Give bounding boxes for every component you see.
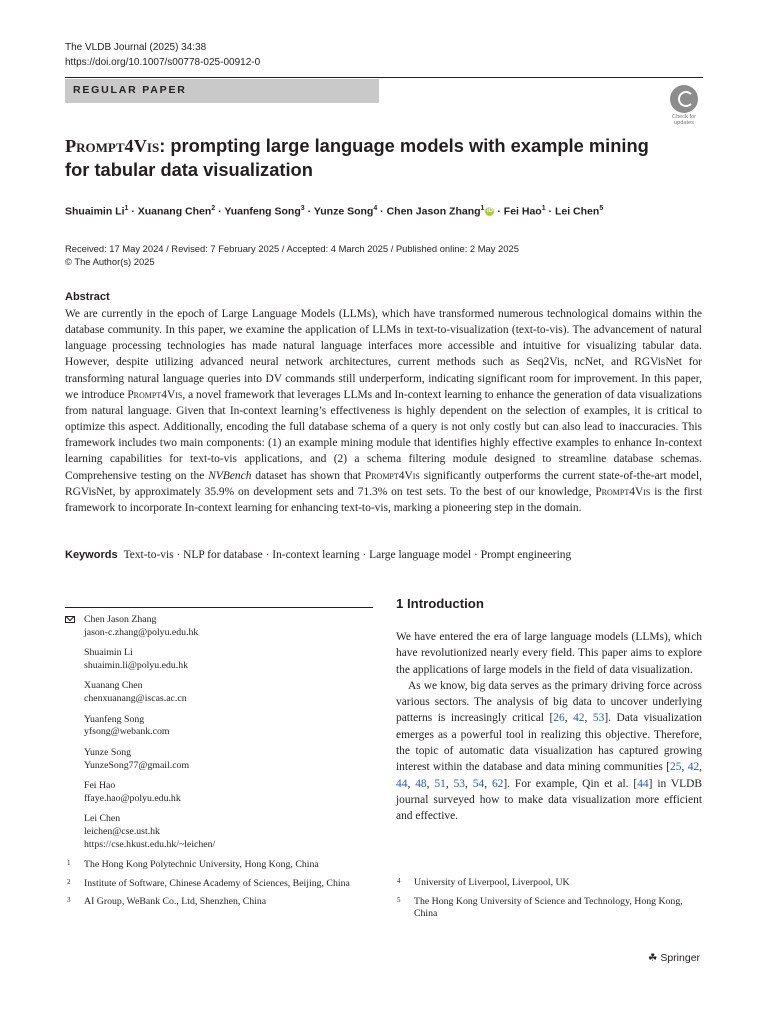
- contact-entry: [84, 614, 375, 639]
- journal-header: [65, 40, 260, 70]
- affiliation-text: The Hong Kong University of Science and Technology, Hong Kong, China: [414, 895, 683, 920]
- copyright-line: © The Author(s) 2025: [65, 256, 155, 267]
- affiliation-number: 4: [397, 877, 401, 885]
- abstract-text: We are currently in the epoch of Large Language Models (LLMs), which have transformed numerous technological domains within the database community. In this paper, we examine the application of LLMs in text-to-visualization (text-to-vis). The advancement of natural language processing technologies has made natural language interfaces more accessible and intuitive for visualizing tabular data. However, despite utilizing advanced neural network architectures, current methods such as Seq2Vis, ncNet, and RGVisNet for transforming natural language queries into DV commands still underperform, indicating significant room for improvement. In this paper, we introduce Prompt4Vis, a novel framework that leverages LLMs and In-context learning to enhance the generation of data visualizations from natural language. Given that In-context learning’s effectiveness is highly dependent on the selection of examples, it is critical to optimize this aspect. Additionally, encoding the full database schema of a query is not only costly but can also lead to inaccuracies. This framework includes two main components: (1) an example mining module that identifies highly effective examples to enhance In-context learning capabilities for text-to-vis applications, and (2) a schema filtering module designed to streamline database schemas. Comprehensive testing on the NVBench dataset has shown that Prompt4Vis significantly outperforms the current state-of-the-art model, RGVisNet, by approximately 35.9% on development sets and 71.3% on test sets. To the best of our knowledge, Prompt4Vis is the first framework to incorporate In-context learning for enhancing text-to-vis, marking a pioneering step in the domain.: [65, 308, 703, 514]
- author-name: Chen Jason Zhang: [386, 205, 481, 218]
- author-name: Yunze Song: [313, 205, 374, 218]
- publisher-name: Springer: [660, 952, 701, 964]
- contact-name: Yunze Song: [84, 746, 132, 758]
- keywords-label: Keywords: [65, 549, 118, 561]
- contact-name: Lei Chen: [84, 813, 121, 825]
- keywords: [65, 549, 571, 561]
- affiliation-entry: [395, 877, 695, 890]
- abstract-heading: Abstract: [65, 291, 110, 303]
- section-heading-introduction: 1 Introduction: [396, 596, 484, 611]
- journal-citation: The VLDB Journal (2025) 34:38: [65, 42, 207, 53]
- affiliation-entry: [395, 896, 695, 921]
- affiliation-text: The Hong Kong Polytechnic University, Hong Kong, China: [84, 859, 319, 870]
- contact-name: Shuaimin Li: [84, 647, 133, 659]
- article-type-label: REGULAR PAPER: [73, 84, 187, 96]
- paper-title: [65, 134, 665, 181]
- author-affiliation-number: 5: [599, 205, 604, 212]
- affiliation-number: 5: [397, 895, 401, 904]
- envelope-icon: [65, 616, 75, 623]
- affiliation-text: AI Group, WeBank Co., Ltd, Shenzhen, China: [84, 896, 267, 907]
- author-name: Xuanang Chen: [137, 205, 212, 218]
- title-text: : prompting large language models with example mining for tabular data visualization: [65, 135, 649, 180]
- intro-paragraph-1: We have entered the era of large language models (LLMs), which have revolutionized nearly every field. This paper aims to explore the applications of large models in the field of data visualization.: [396, 631, 702, 676]
- citation-link[interactable]: 62: [491, 777, 504, 790]
- citation-link[interactable]: 48: [415, 777, 427, 790]
- contact-email[interactable]: leichen@cse.ust.hk: [84, 825, 160, 837]
- affiliation-number: 2: [67, 877, 71, 886]
- affiliation-number: 1: [67, 859, 71, 867]
- affiliation-number: 3: [67, 896, 71, 904]
- check-updates-label: Check for updates: [672, 114, 696, 126]
- publisher-logo: [648, 952, 700, 964]
- publication-dates: [65, 242, 519, 268]
- citation-link[interactable]: 26: [553, 712, 565, 725]
- header-rule: [65, 77, 703, 78]
- contact-list: [65, 614, 375, 859]
- citation-link[interactable]: 25: [670, 761, 682, 774]
- contact-email[interactable]: YunzeSong77@gmail.com: [84, 759, 190, 771]
- citation-link[interactable]: 53: [592, 712, 605, 725]
- contact-homepage[interactable]: https://cse.hkust.edu.hk/~leichen/: [84, 838, 216, 850]
- author-separator: ·: [215, 205, 225, 218]
- citation-link[interactable]: 51: [434, 777, 446, 790]
- citation-link[interactable]: 42: [573, 712, 585, 725]
- affiliation-text: University of Liverpool, Liverpool, UK: [414, 877, 570, 888]
- affiliation-entry: [65, 859, 365, 872]
- contact-name: Chen Jason Zhang: [84, 614, 157, 625]
- contact-email[interactable]: jason-c.zhang@polyu.edu.hk: [84, 626, 199, 638]
- contact-name: Fei Hao: [84, 780, 116, 792]
- contact-email[interactable]: ffaye.hao@polyu.edu.hk: [84, 792, 181, 804]
- article-type-bar: [65, 79, 379, 103]
- contact-entry: [84, 747, 375, 772]
- doi-link[interactable]: https://doi.org/10.1007/s00778-025-00912-0: [65, 57, 261, 68]
- author-affiliation-number: 3: [300, 205, 305, 212]
- keywords-text: Text-to-vis · NLP for database · In-context learning · Large language model · Prompt engineering: [123, 549, 572, 561]
- contact-entry: [84, 780, 375, 805]
- affiliation-text: Institute of Software, Chinese Academy of Sciences, Beijing, China: [84, 877, 350, 889]
- author-affiliation-number: 4: [373, 205, 378, 212]
- author-separator: ·: [304, 205, 314, 218]
- citation-link[interactable]: 42: [687, 761, 700, 774]
- author-separator: ·: [377, 205, 387, 218]
- springer-icon: ☘: [648, 952, 658, 964]
- citation-link[interactable]: 54: [472, 777, 485, 790]
- author-affiliation-number: 1: [541, 205, 546, 212]
- introduction-body: [396, 629, 702, 825]
- contact-email[interactable]: yfsong@webank.com: [84, 726, 170, 738]
- citation-link[interactable]: 44: [396, 777, 408, 790]
- author-affiliation-number: 2: [211, 205, 216, 212]
- contact-entry: [84, 647, 375, 672]
- affiliations-left: [65, 859, 365, 915]
- author-separator: ·: [545, 205, 555, 218]
- dates-line: Received: 17 May 2024 / Revised: 7 February 2025 / Accepted: 4 March 2025 / Published online: 2 May 2025: [65, 243, 519, 254]
- author-affiliation-number: 1: [124, 205, 129, 212]
- affiliation-entry: [65, 878, 365, 891]
- citation-link[interactable]: 44: [637, 777, 649, 790]
- affiliations-right: [395, 877, 695, 927]
- author-list: [65, 205, 603, 218]
- intro-paragraph-2: As we know, big data serves as the primary driving force across various sectors. The analysis of big data to uncover underlying patterns is increasingly critical [26, 42, 53]. Data visualization emerges as a powerful tool in realizing this objective. Therefore, the topic of automatic data visualization has captured growing interest within the database and data mining communities [25, 42, 44, 48, 51, 53, 54, 62]. For example, Qin et al. [44] in VLDB journal surveyed how to make data visualization more efficient and effective.: [396, 679, 703, 823]
- contact-name: Yuanfeng Song: [84, 713, 145, 725]
- contact-email[interactable]: chenxuanang@iscas.ac.cn: [84, 693, 187, 705]
- author-affiliation-number: 1: [480, 205, 485, 212]
- contact-email[interactable]: shuaimin.li@polyu.edu.hk: [84, 659, 188, 671]
- contact-name: Xuanang Chen: [84, 680, 143, 692]
- orcid-icon[interactable]: iD: [486, 208, 493, 215]
- citation-link[interactable]: 53: [453, 777, 465, 790]
- footnote-rule: [65, 607, 373, 608]
- author-separator: ·: [128, 205, 138, 218]
- author-name: Lei Chen: [554, 205, 600, 218]
- check-updates-icon: [670, 85, 698, 113]
- author-name: Fei Hao: [503, 205, 542, 218]
- check-for-updates-badge[interactable]: [665, 85, 703, 126]
- author-name: Yuanfeng Song: [224, 205, 301, 218]
- affiliation-entry: [65, 896, 365, 909]
- contact-entry: [84, 714, 375, 739]
- author-separator: ·: [494, 205, 504, 218]
- framework-name: Prompt4Vis: [65, 136, 160, 156]
- contact-entry: [84, 680, 375, 705]
- contact-entry: [84, 813, 375, 851]
- author-name: Shuaimin Li: [65, 205, 125, 218]
